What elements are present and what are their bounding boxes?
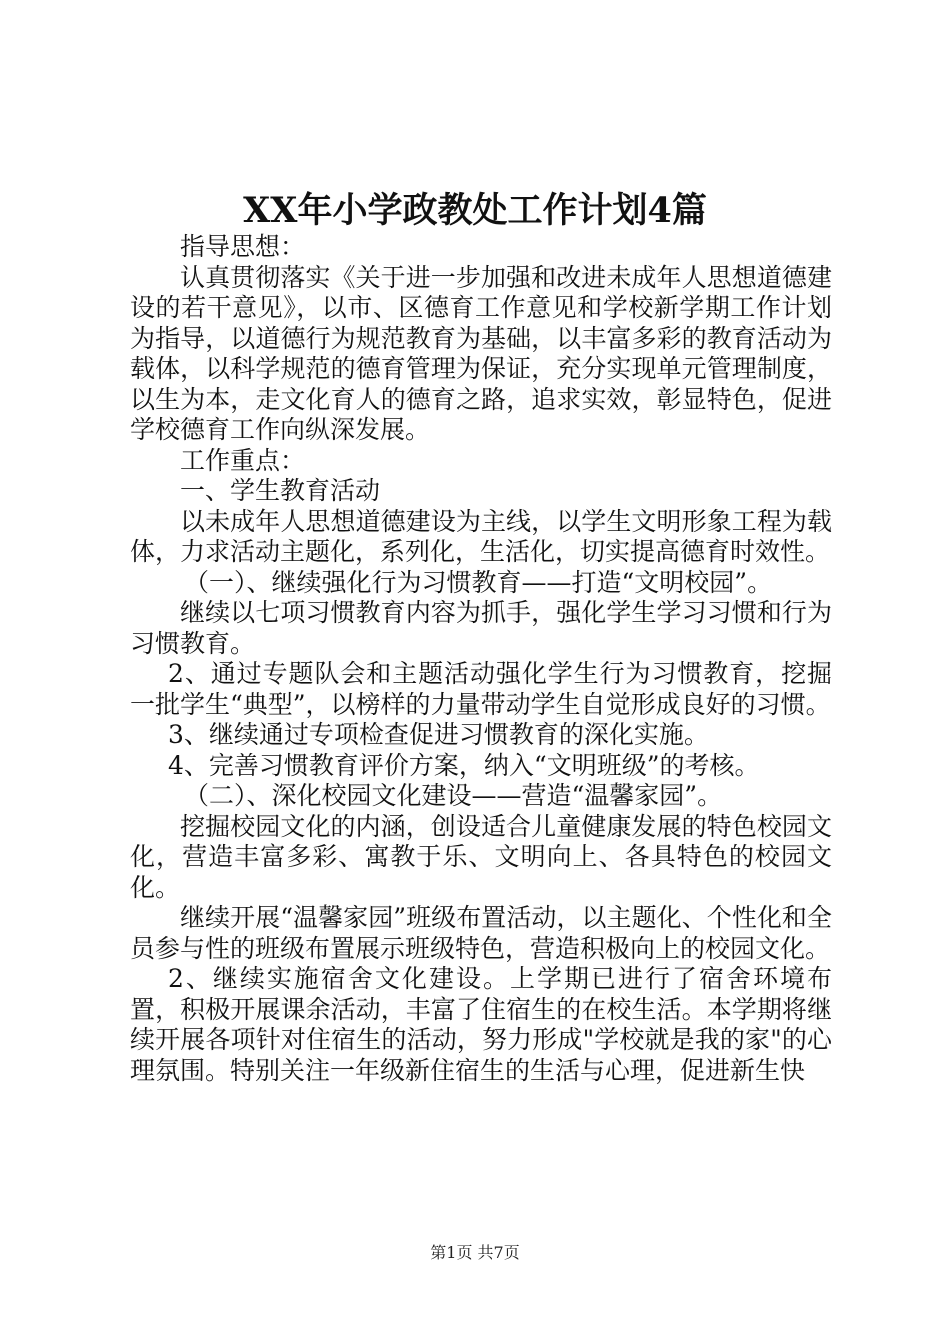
paragraph: 工作重点： — [180, 445, 306, 475]
document-body — [130, 232, 832, 1086]
paragraph: （一）、继续强化行为习惯教育——打造“文明校园”。 — [184, 567, 773, 597]
paragraph: 2、继续实施宿舍文化建设。上学期已进行了宿舍环境布置，积极开展课余活动，丰富了住宿生的在校生活。本学期将继续开展各项针对住宿生的活动，努力形成"学校就是我的家"的心理氛围。特别关注一年级新住宿生的生活与心理，促进新生快 — [130, 964, 832, 1085]
paragraph: 认真贯彻落实《关于进一步加强和改进未成年人思想道德建设的若干意见》，以市、区德育工作意见和学校新学期工作计划为指导，以道德行为规范教育为基础，以丰富多彩的教育活动为载体，以科学规范的德育管理为保证，充分实现单元管理制度，以生为本，走文化育人的德育之路，追求实效，彰显特色，促进学校德育工作向纵深发展。 — [130, 262, 832, 444]
paragraph: 指导思想： — [180, 232, 306, 261]
paragraph: 2、通过专题队会和主题活动强化学生行为习惯教育，挖掘一批学生“典型”，以榜样的力量带动学生自觉形成良好的习惯。 — [130, 659, 832, 719]
paragraph: 挖掘校园文化的内涵，创设适合儿童健康发展的特色校园文化，营造丰富多彩、寓教于乐、文明向上、各具特色的校园文化。 — [130, 811, 832, 902]
document-title: XX年小学政教处工作计划4篇 — [243, 190, 707, 231]
paragraph: （二）、深化校园文化建设——营造“温馨家园”。 — [184, 781, 723, 810]
paragraph: 继续开展“温馨家园”班级布置活动，以主题化、个性化和全员参与性的班级布置展示班级特色，营造积极向上的校园文化。 — [130, 903, 832, 963]
page-number-footer: 第1页 共7页 — [430, 1243, 520, 1262]
paragraph: 3、继续通过专项检查促进习惯教育的深化实施。 — [168, 720, 709, 749]
paragraph: 以未成年人思想道德建设为主线，以学生文明形象工程为载体，力求活动主题化，系列化，生活化，切实提高德育时效性。 — [130, 506, 832, 566]
paragraph: 一、学生教育活动 — [180, 476, 381, 505]
paragraph: 4、完善习惯教育评价方案，纳入“文明班级”的考核。 — [168, 750, 760, 780]
paragraph: 继续以七项习惯教育内容为抓手，强化学生学习习惯和行为习惯教育。 — [130, 598, 832, 658]
